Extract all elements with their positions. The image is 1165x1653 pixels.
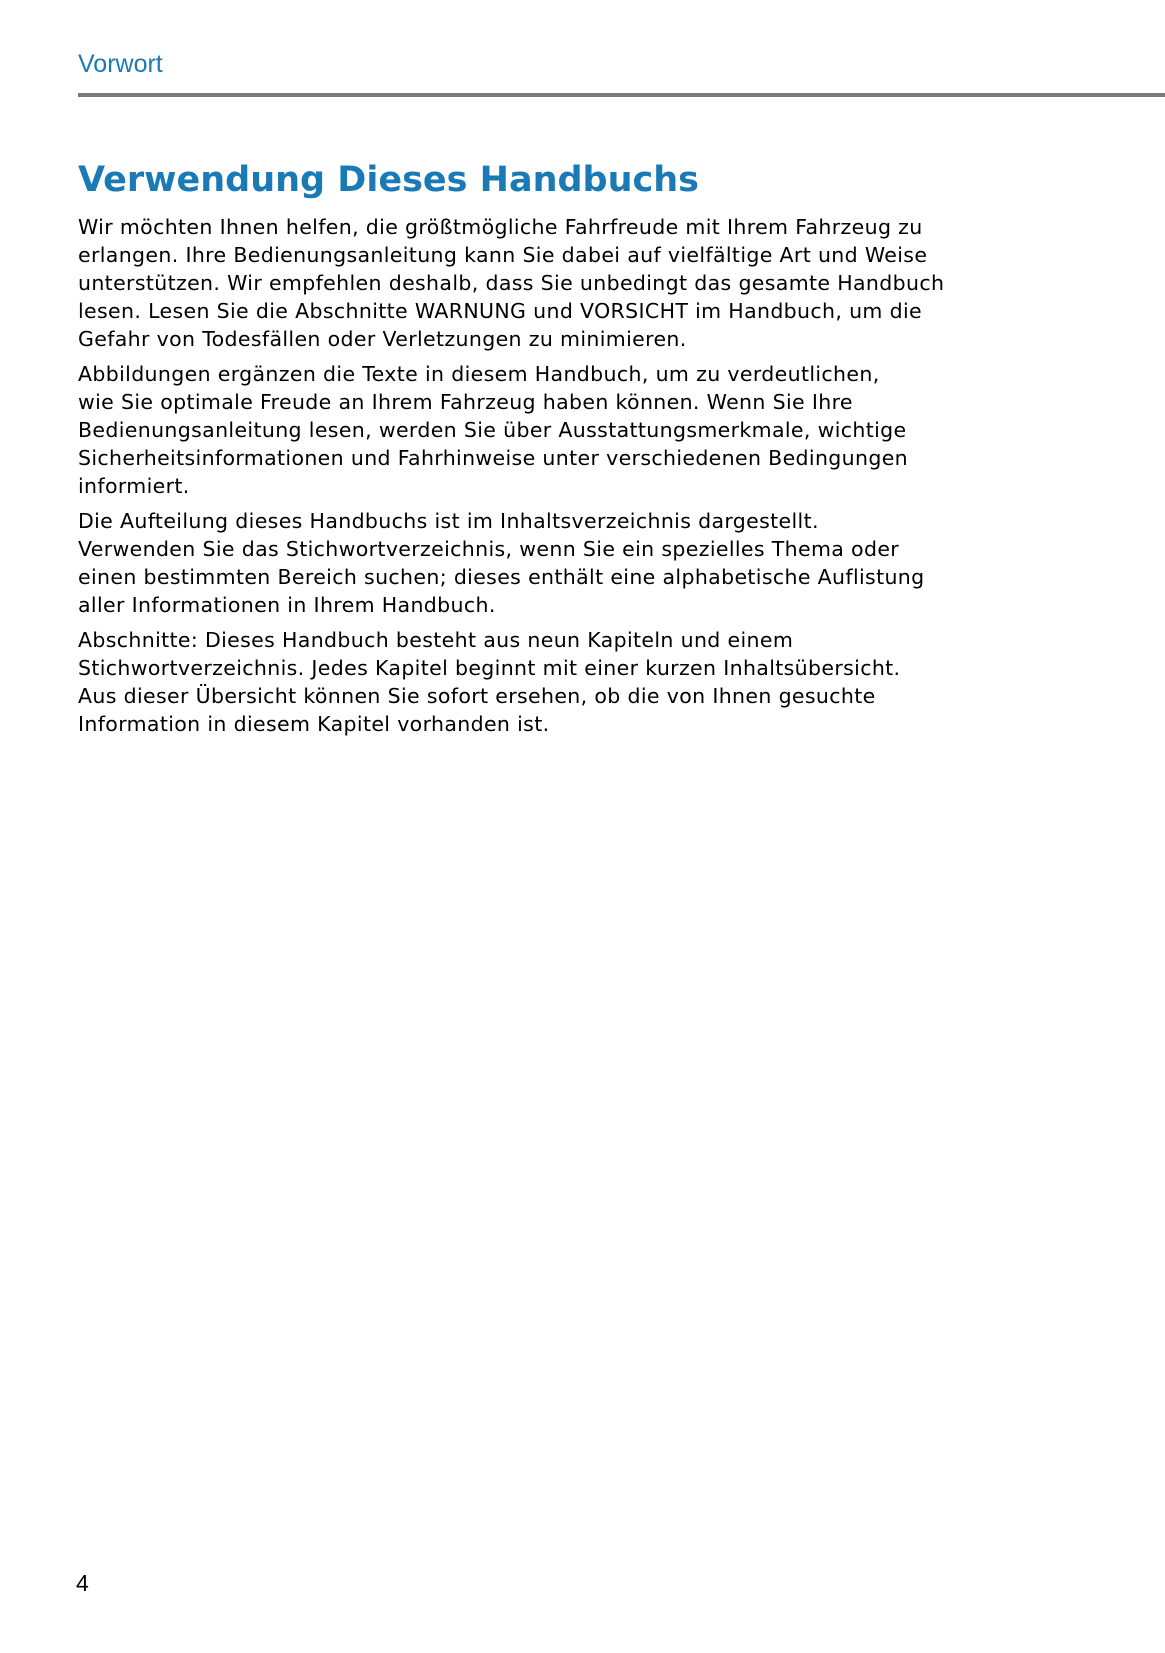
text-line: wie Sie optimale Freude an Ihrem Fahrzeug haben können. Wenn Sie Ihre — [78, 390, 853, 414]
text-line: erlangen. Ihre Bedienungsanleitung kann Sie dabei auf vielfältige Art und Weise — [78, 243, 928, 267]
header-divider — [78, 93, 1165, 97]
text-line: Gefahr von Todesfällen oder Verletzungen zu minimieren. — [78, 327, 687, 351]
paragraph-3 — [78, 507, 1078, 619]
text-line: Information in diesem Kapitel vorhanden ist. — [78, 712, 550, 736]
paragraph-1 — [78, 213, 1078, 353]
text-line: Sicherheitsinformationen und Fahrhinweise unter verschiedenen Bedingungen — [78, 446, 909, 470]
text-line: informiert. — [78, 474, 190, 498]
text-line: Die Aufteilung dieses Handbuchs ist im Inhaltsverzeichnis dargestellt. — [78, 509, 819, 533]
text-line: Stichwortverzeichnis. Jedes Kapitel beginnt mit einer kurzen Inhaltsübersicht. — [78, 656, 901, 680]
paragraph-4 — [78, 626, 1078, 738]
paragraph-2 — [78, 360, 1078, 500]
text-line: einen bestimmten Bereich suchen; dieses enthält eine alphabetische Auflistung — [78, 565, 925, 589]
text-line: unterstützen. Wir empfehlen deshalb, dass Sie unbedingt das gesamte Handbuch — [78, 271, 945, 295]
page-number: 4 — [76, 1570, 89, 1596]
text-line: lesen. Lesen Sie die Abschnitte WARNUNG und VORSICHT im Handbuch, um die — [78, 299, 922, 323]
text-line: Aus dieser Übersicht können Sie sofort ersehen, ob die von Ihnen gesuchte — [78, 684, 876, 708]
body-text — [78, 213, 1078, 745]
page-title: Verwendung Dieses Handbuchs — [78, 160, 700, 200]
text-line: Verwenden Sie das Stichwortverzeichnis, wenn Sie ein spezielles Thema oder — [78, 537, 900, 561]
text-line: Abschnitte: Dieses Handbuch besteht aus neun Kapiteln und einem — [78, 628, 794, 652]
text-line: Bedienungsanleitung lesen, werden Sie über Ausstattungsmerkmale, wichtige — [78, 418, 907, 442]
text-line: Wir möchten Ihnen helfen, die größtmögliche Fahrfreude mit Ihrem Fahrzeug zu — [78, 215, 923, 239]
running-header: Vorwort — [78, 50, 163, 78]
text-line: aller Informationen in Ihrem Handbuch. — [78, 593, 496, 617]
text-line: Abbildungen ergänzen die Texte in diesem Handbuch, um zu verdeutlichen, — [78, 362, 880, 386]
